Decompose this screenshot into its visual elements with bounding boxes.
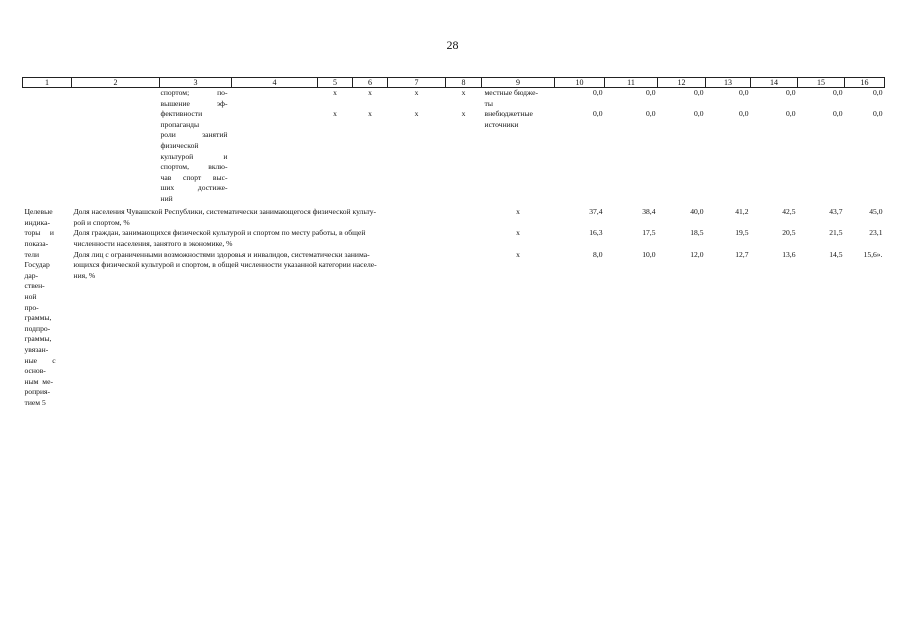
column-header-9: 9 [482,78,555,88]
cell-c6: x [368,109,372,119]
indicators-label-line: ным ме- [24,376,53,386]
cell-c7: x [414,109,419,119]
funding-source-line: местные бюдже- [484,88,539,97]
indicators-label-line: торы и [24,228,54,238]
indicator-row [23,207,885,228]
value-cell: 21,5 [829,228,843,238]
indicators-label-line: подпро- [24,323,51,333]
indicator-text [72,250,482,410]
indicators-label-line: Целевые [24,207,53,217]
value-cell: 41,2 [735,207,749,217]
funding-row-local [23,88,885,110]
value-cell: 45,0 [869,207,883,217]
value-cell: 10,0 [642,249,656,259]
column-header-14: 14 [751,78,798,88]
column-header-4: 4 [232,78,318,88]
column-header-7: 7 [388,78,446,88]
value-cell: 12,7 [735,249,749,259]
event-description [160,88,232,208]
column-header-16: 16 [845,78,885,88]
event-line: спортом; по- [160,88,228,97]
event-line: спортом, вклю- [160,162,228,172]
indicators-label-line: ствен- [24,281,45,291]
value-cell: 0,0 [873,109,883,119]
funding-source-line: источники [484,119,519,129]
column-header-10: 10 [555,78,605,88]
indicators-label-line: тели [24,249,40,259]
cell-c9: x [516,207,520,217]
value-cell: 12,0 [690,249,704,259]
value-cell: 14,5 [829,249,843,259]
indicator-text [72,207,482,228]
value-cell: 19,5 [735,228,749,238]
value-cell: 37,4 [589,207,603,217]
indicator-text-line: Доля граждан, занимающихся физической культурой и спортом по месту работы, в общей [73,228,366,238]
cell-c5: x [333,88,337,97]
funding-source [482,109,555,207]
cell-c8: x [461,88,466,97]
column-header-3: 3 [160,78,232,88]
cell-c5: x [333,109,337,119]
value-cell: 0,0 [646,88,656,97]
indicators-label-line: про- [24,302,39,312]
indicator-text-line: Доля лиц с ограниченными возможностями здоровья и инвалидов, систематически занима- [73,249,370,259]
funding-source-line: ты [484,98,493,108]
value-cell: 0,0 [646,109,656,119]
funding-row-extrabudgetary [23,109,885,207]
indicators-label-line: тием 5 [24,397,46,407]
indicators-label-line: основ- [24,366,46,376]
column-header-5: 5 [318,78,353,88]
funding-source [482,88,555,110]
value-cell: 0,0 [593,109,603,119]
cell-c9: x [516,249,520,259]
value-cell: 42,5 [782,207,796,217]
value-cell: 0,0 [873,88,883,97]
indicators-label-line: ные с [24,355,56,365]
event-line: вышение эф- [160,98,228,108]
value-cell: 0,0 [739,109,749,119]
cell-c8: x [461,109,466,119]
indicators-label-line: граммы, [24,334,52,344]
value-cell: 20,5 [782,228,796,238]
indicators-label-line: ной [24,291,37,301]
value-cell: 0,0 [694,109,704,119]
event-line: ших достиже- [160,183,228,193]
value-cell: 0,0 [786,88,796,97]
value-cell: 0,0 [833,109,843,119]
indicator-row [23,228,885,249]
value-cell: 43,7 [829,207,843,217]
event-line: культурой и [160,151,228,161]
indicator-text [72,228,482,249]
value-cell: 17,5 [642,228,656,238]
event-line: ний [160,193,173,203]
indicator-text-line: ющихся физической культурой и спортом, в общей численности указанной категории населе- [73,260,377,270]
event-line: пропаганды [160,119,200,129]
program-table [22,77,885,410]
value-cell: 40,0 [690,207,704,217]
column-header-1: 1 [23,78,72,88]
indicators-label-line: индика- [24,217,51,227]
indicators-label-line: роприя- [24,387,51,397]
indicator-text-line: численности населения, занятого в экономике, % [73,238,233,248]
indicator-row [23,250,885,410]
indicator-text-line: рой и спортом, % [73,217,130,227]
header-row [23,78,885,88]
value-cell: 38,4 [642,207,656,217]
value-cell: 13,6 [782,249,796,259]
event-line: физической [160,140,199,150]
indicator-text-line: Доля населения Чувашской Республики, систематически занимающегося физической культу- [73,207,377,217]
cell-c9: x [516,228,520,238]
value-cell: 0,0 [833,88,843,97]
column-header-2: 2 [72,78,160,88]
column-header-8: 8 [446,78,482,88]
indicators-label-line: показа- [24,238,49,248]
value-cell: 8,0 [593,249,603,259]
indicators-label [23,207,72,409]
column-header-12: 12 [658,78,706,88]
event-line: чав спорт выс- [160,172,228,182]
event-line: фективности [160,109,203,119]
indicators-label-line: увязан- [24,344,49,354]
indicators-label-line: Государ [24,260,50,270]
column-header-6: 6 [353,78,388,88]
value-cell: 23,1 [869,228,883,238]
page-number: 28 [446,38,459,52]
funding-source-line: внебюджетные [484,109,533,119]
value-cell: 0,0 [786,109,796,119]
indicators-label-line: дар- [24,270,39,280]
value-cell: 15,6». [863,249,883,259]
value-cell: 0,0 [739,88,749,97]
value-cell: 16,3 [589,228,603,238]
column-header-11: 11 [605,78,658,88]
indicator-text-line: ния, % [73,270,96,280]
cell-c6: x [368,88,372,97]
column-header-15: 15 [798,78,845,88]
cell-c7: x [414,88,419,97]
indicators-label-line: граммы, [24,313,52,323]
event-line: роли занятий [160,130,228,140]
value-cell: 0,0 [593,88,603,97]
value-cell: 18,5 [690,228,704,238]
column-header-13: 13 [706,78,751,88]
value-cell: 0,0 [694,88,704,97]
